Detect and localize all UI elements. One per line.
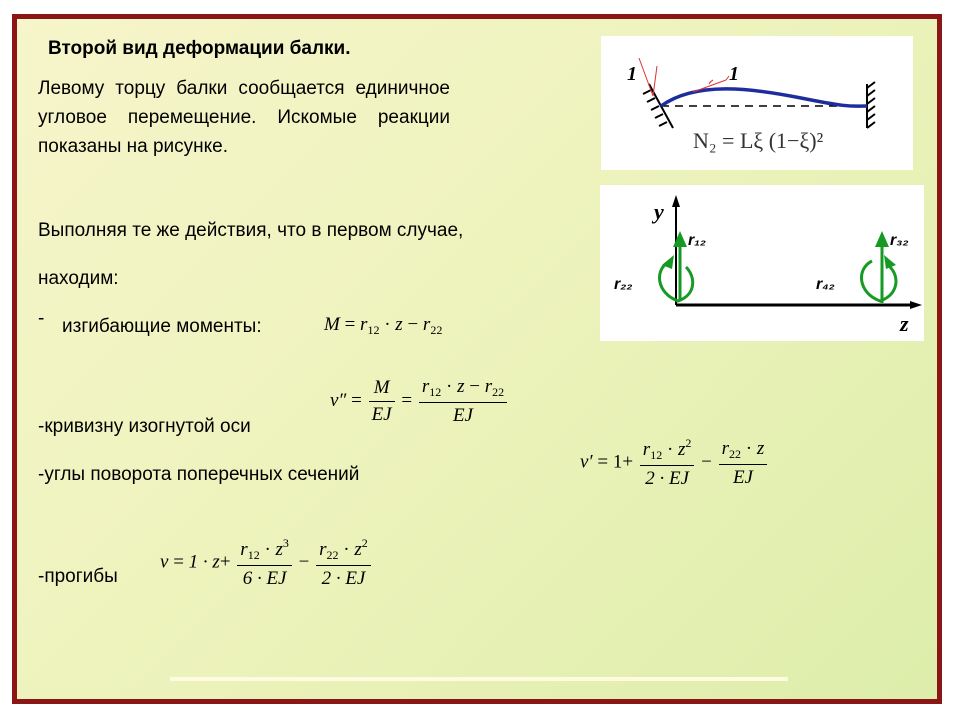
label-left-1: 1	[627, 63, 637, 85]
item-deflections-label: -прогибы	[38, 566, 118, 587]
axis-z-label: z	[900, 311, 909, 336]
label-r22: r₂₂	[614, 276, 633, 293]
angle-formula: v′ = 1+ $\frac{r_{12} \cdot z^2}{2 \cdot EJ}$ − $\frac{r_{22} \cdot z}{EJ}$	[580, 436, 769, 490]
bullet-dash: -	[38, 308, 45, 329]
axis-y-label: y	[654, 199, 664, 224]
label-r32: r₃₂	[890, 232, 909, 249]
item-moments-label: изгибающие моменты:	[62, 316, 262, 337]
reactions-figure	[600, 185, 924, 341]
moment-formula: $M = r_{12} \cdot z - r_{22}$	[324, 314, 443, 337]
item-angles-label: -углы поворота поперечных сечений	[38, 464, 360, 485]
item-curvature-label: -кривизну изогнутой оси	[38, 416, 251, 437]
angle-marker-left	[639, 58, 657, 96]
r32-arrow-head-icon	[875, 231, 889, 247]
label-r12: r₁₂	[688, 232, 706, 249]
shape-function-formula: N₂ = Lξ (1−ξ)²	[693, 128, 824, 153]
label-mid-1: 1	[729, 63, 739, 85]
slide-title: Второй вид деформации балки.	[48, 38, 351, 59]
y-axis-arrow-icon	[672, 195, 680, 207]
label-r42: r₄₂	[816, 276, 835, 293]
procedure-line-1: Выполняя те же действия, что в первом случае,	[38, 220, 464, 241]
intro-paragraph: Левому торцу балки сообщается единичное угловое перемещение. Искомые реакции показаны на рисунке.	[38, 78, 450, 157]
r42-moment-head-icon	[884, 255, 896, 269]
deflection-formula: v = 1 · z+ $\frac{r_{12} \cdot z^3}{6 \cdot EJ}$ − $\frac{r_{22} \cdot z^2}{2 \cdot EJ}$	[160, 536, 373, 590]
deflected-beam	[661, 89, 867, 106]
right-clamp-icon	[867, 82, 875, 128]
curvature-formula: v″ = $\frac{M}{EJ}$ = $\frac{r_{12} \cdot z - r_{22}}{EJ}$	[330, 376, 509, 427]
z-axis-arrow-icon	[910, 301, 922, 309]
beam-deformation-figure	[601, 36, 913, 170]
procedure-line-2: находим:	[38, 268, 119, 289]
bottom-divider	[170, 677, 788, 681]
